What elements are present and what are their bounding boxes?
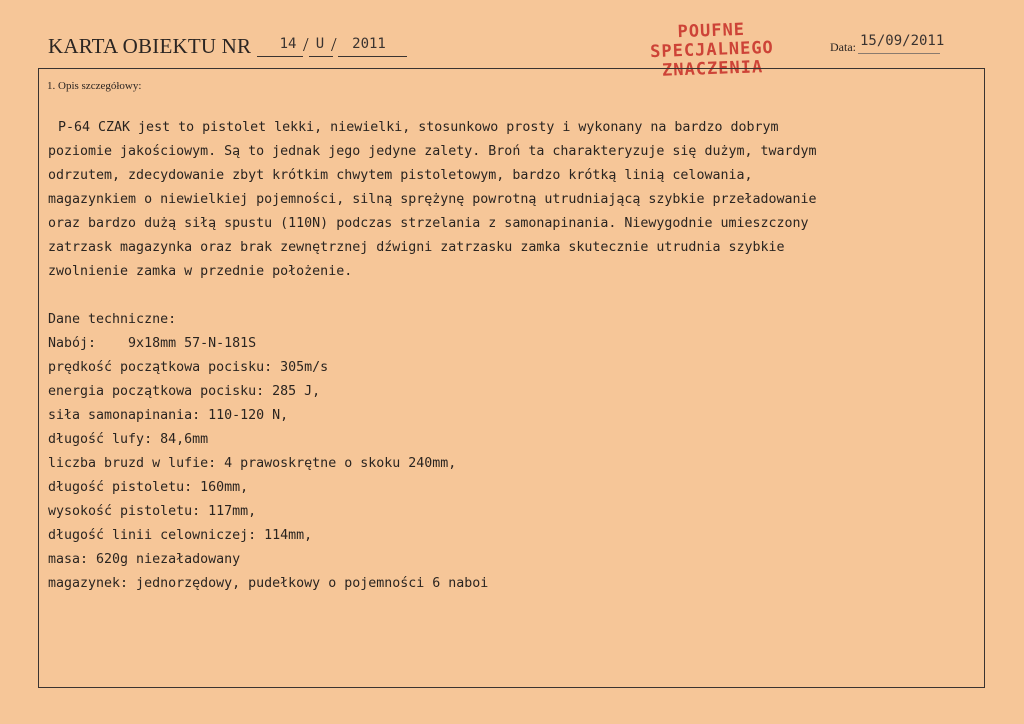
nr-line-1 <box>257 56 303 57</box>
body-text <box>48 116 948 596</box>
spec-line: długość linii celowniczej: 114mm, <box>48 528 313 543</box>
stamp-line: ZNACZENIA <box>661 57 764 81</box>
page-title: KARTA OBIEKTU NR <box>48 34 252 58</box>
date-value: 15/09/2011 <box>860 33 945 49</box>
spacer <box>48 284 948 308</box>
section-label: 1. Opis szczegółowy: <box>47 80 142 92</box>
nr-line-2 <box>309 56 333 57</box>
description-line: oraz bardzo dużą siłą spustu (110N) podczas strzelania z samonapinania. Niewygodnie umieszczony <box>48 216 809 231</box>
description-line: zwolnienie zamka w przednie położenie. <box>48 264 353 279</box>
spec-line: masa: 620g niezaładowany <box>48 552 241 567</box>
description-line: zatrzask magazynka oraz brak zewnętrznej dźwigni zatrzasku zamka skutecznie utrudnia szybkie <box>48 240 785 255</box>
spec-line: magazynek: jednorzędowy, pudełkowy o pojemności 6 naboi <box>48 576 489 591</box>
description-line: P-64 CZAK jest to pistolet lekki, niewielki, stosunkowo prosty i wykonany na bardzo dobrym <box>58 120 779 135</box>
spec-line: siła samonapinania: 110-120 N, <box>48 408 289 423</box>
nr-line-3 <box>338 56 407 57</box>
description-line: odrzutem, zdecydowanie zbyt krótkim chwytem pistoletowym, bardzo krótką linią celowania, <box>48 168 753 183</box>
nr-field-2: U <box>315 36 325 52</box>
date-label: Data: <box>830 40 856 54</box>
stamp-line: SPECJALNEGO <box>649 37 775 63</box>
specs-heading: Dane techniczne: <box>48 312 177 327</box>
nr-slash-1: / <box>303 34 309 56</box>
spec-line: liczba bruzd w lufie: 4 prawoskrętne o skoku 240mm, <box>48 456 457 471</box>
spec-line: prędkość początkowa pocisku: 305m/s <box>48 360 329 375</box>
nr-field-3: 2011 <box>352 36 386 52</box>
stamp-line: POUFNE <box>677 19 746 43</box>
nr-field-1: 14 <box>279 36 297 52</box>
spec-line: Nabój: 9x18mm 57-N-181S <box>48 336 257 351</box>
nr-slash-2: / <box>331 34 337 56</box>
spec-line: długość pistoletu: 160mm, <box>48 480 249 495</box>
spec-line: energia początkowa pocisku: 285 J, <box>48 384 321 399</box>
spec-line: wysokość pistoletu: 117mm, <box>48 504 257 519</box>
description-line: magazynkiem o niewielkiej pojemności, silną sprężynę powrotną utrudniającą szybkie przeładowanie <box>48 192 817 207</box>
spec-line: długość lufy: 84,6mm <box>48 432 209 447</box>
date-underline <box>858 53 940 54</box>
description-line: poziomie jakościowym. Są to jednak jego jedyne zalety. Broń ta charakteryzuje się dużym, twardym <box>48 144 817 159</box>
